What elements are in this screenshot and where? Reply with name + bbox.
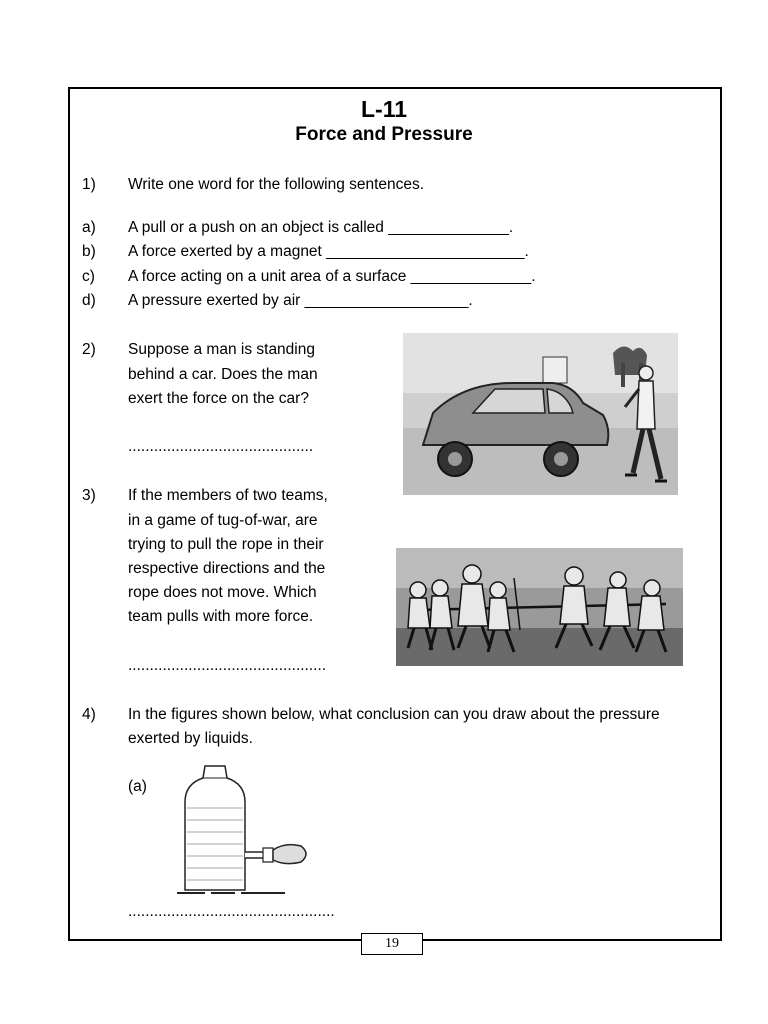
- q2-number: 2): [82, 341, 96, 358]
- q1-item-a-label: a): [82, 219, 96, 236]
- car-man-illustration: [403, 333, 678, 495]
- q2-answer-line: ...........................................: [128, 438, 314, 455]
- q1-item-d: A pressure exerted by air ___________________.: [128, 292, 473, 309]
- tug-of-war-illustration: [396, 548, 683, 666]
- q1-item-a: A pull or a push on an object is called ______________.: [128, 219, 514, 236]
- q1-item-c-label: c): [82, 268, 95, 285]
- q4-number: 4): [82, 706, 96, 723]
- bottle-balloon-illustration: [175, 762, 325, 900]
- q1-item-c: A force acting on a unit area of a surface ______________.: [128, 268, 536, 285]
- q3-number: 3): [82, 487, 96, 504]
- q4-line-2: exerted by liquids.: [128, 730, 253, 747]
- q3-line-1: If the members of two teams,: [128, 487, 328, 504]
- q3-line-3: trying to pull the rope in their: [128, 536, 324, 553]
- q4-sub-a-label: (a): [128, 778, 147, 795]
- q1-number: 1): [82, 176, 96, 193]
- q1-text: Write one word for the following sentences.: [128, 176, 425, 193]
- page-number: 19: [361, 933, 423, 955]
- q3-line-4: respective directions and the: [128, 560, 326, 577]
- q2-line-2: behind a car. Does the man: [128, 366, 318, 383]
- q4-answer-line: ................................................: [128, 903, 335, 920]
- q4-line-1: In the figures shown below, what conclusion can you draw about the pressure: [128, 706, 660, 723]
- q3-line-6: team pulls with more force.: [128, 608, 314, 625]
- q3-line-2: in a game of tug-of-war, are: [128, 512, 318, 529]
- lesson-number: L-11: [360, 96, 408, 122]
- q3-answer-line: ..............................................: [128, 657, 327, 674]
- q1-item-d-label: d): [82, 292, 96, 309]
- lesson-title: Force and Pressure: [295, 124, 473, 145]
- q1-item-b-label: b): [82, 243, 96, 260]
- q3-line-5: rope does not move. Which: [128, 584, 317, 601]
- q2-line-3: exert the force on the car?: [128, 390, 309, 407]
- q2-line-1: Suppose a man is standing: [128, 341, 315, 358]
- q1-item-b: A force exerted by a magnet _______________________.: [128, 243, 529, 260]
